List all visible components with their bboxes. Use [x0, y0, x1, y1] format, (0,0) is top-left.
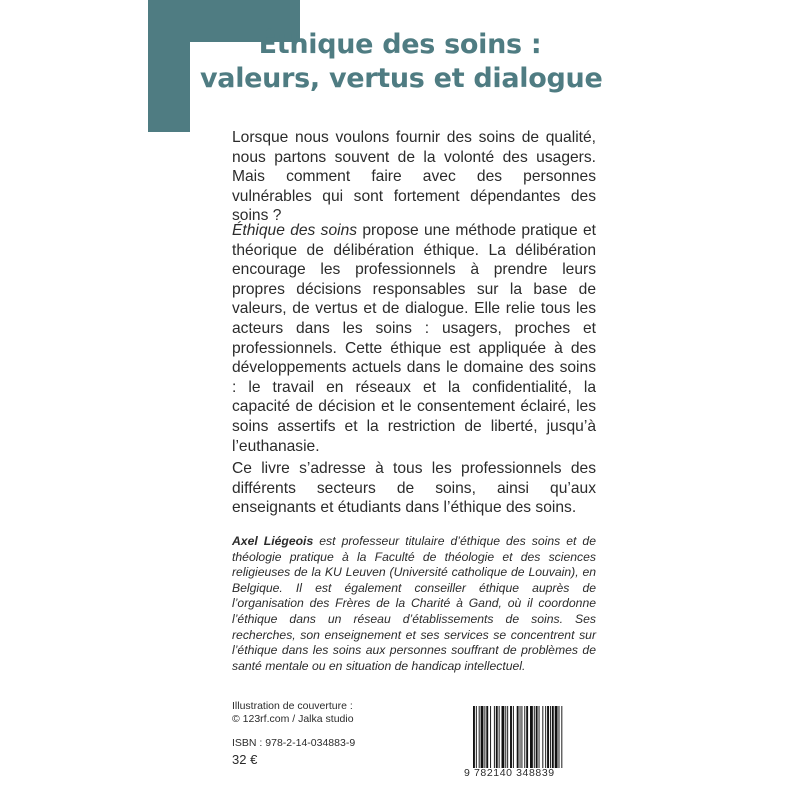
barcode-bar [484, 706, 485, 768]
blurb-paragraph-2-text: propose une méthode pratique et théorique de délibération éthique. La délibération encourage les professionnels à prendre leurs propres décisions responsables sur la base de valeurs, de vertus et de dialogue. Elle relie tous les acteurs dans les soins : usagers, proches et professionnels. Cette éthique est appliquée à des développements actuels dans le domaine des soins : le travail en réseaux et la confidentialité, la capacité de décision et le consentement éclairé, les soins assertifs et la restriction de liberté, jusqu’à l’euthanasie. [232, 222, 596, 455]
author-bio [232, 534, 596, 674]
author-bio-text: est professeur titulaire d’éthique des soins et de théologie pratique à la Faculté de théologie et des sciences religieuses de la KU Leuven (Université catholique de Louvain), en Belgique. Il est également conseiller éthique auprès de l’organisation des Frères de la Charité à Gand, où il coordonne l’éthique dans un réseau d’établissements de soins. Ses recherches, son enseignement et ses services se concentrent sur l’éthique dans les soins aux personnes souffrant de problèmes de santé mentale ou en situation de handicap intellectuel. [232, 534, 596, 673]
barcode-bar [545, 706, 546, 768]
barcode-bar [520, 706, 521, 768]
barcode-bar [536, 706, 538, 768]
barcode-bar [539, 706, 540, 768]
barcode-bar [507, 706, 508, 768]
book-title-line-1: Éthique des soins : [258, 29, 542, 60]
barcode-bar [542, 706, 543, 768]
barcode [473, 706, 599, 768]
blurb-paragraph-1: Lorsque nous voulons fournir des soins de qualité, nous partons souvent de la volonté des usagers. Mais comment faire avec des personnes vulnérables qui sont fortement dépendantes des soins ? [232, 129, 596, 225]
barcode-bar [510, 706, 512, 768]
price: 32 € [232, 752, 258, 767]
blurb-paragraph-2 [232, 221, 596, 456]
barcode-bar [502, 706, 505, 768]
barcode-bar [534, 706, 535, 768]
author-name: Axel Liégeois [232, 534, 314, 548]
book-title-italic: Éthique des soins [232, 222, 358, 239]
barcode-bar [561, 706, 562, 768]
barcode-bar [559, 706, 560, 768]
barcode-bar [505, 706, 506, 768]
blurb-paragraph-3: Ce livre s’adresse à tous les professionnels des différents secteurs de soins, ainsi qu’aux enseignants et étudiants dans l’éthique des soins. [232, 460, 596, 517]
illustration-credit-source: © 123rf.com / Jalka studio [232, 713, 354, 725]
barcode-bar [479, 706, 480, 768]
barcode-bar [494, 706, 495, 768]
barcode-bar [526, 706, 528, 768]
corner-accent-vertical [148, 0, 190, 132]
barcode-bar [473, 706, 475, 768]
book-title [200, 28, 603, 96]
isbn: ISBN : 978-2-14-034883-9 [232, 737, 356, 749]
barcode-bar [476, 706, 477, 768]
illustration-credit-label: Illustration de couverture : [232, 700, 353, 712]
barcode-bar [481, 706, 484, 768]
barcode-bar [547, 706, 549, 768]
barcode-digits: 9 782140 348839 [464, 767, 555, 779]
barcode-bar [513, 706, 514, 768]
barcode-bar [499, 706, 500, 768]
barcode-bar [550, 706, 551, 768]
barcode-bar [486, 706, 488, 768]
book-title-line-2: valeurs, vertus et dialogue [200, 63, 603, 94]
barcode-bar [552, 706, 554, 768]
barcode-bar [524, 706, 525, 768]
barcode-bar [530, 706, 533, 768]
barcode-bar [490, 706, 491, 768]
barcode-bar [521, 706, 522, 768]
barcode-bar [496, 706, 498, 768]
barcode-bar [517, 706, 519, 768]
barcode-bar [555, 706, 558, 768]
